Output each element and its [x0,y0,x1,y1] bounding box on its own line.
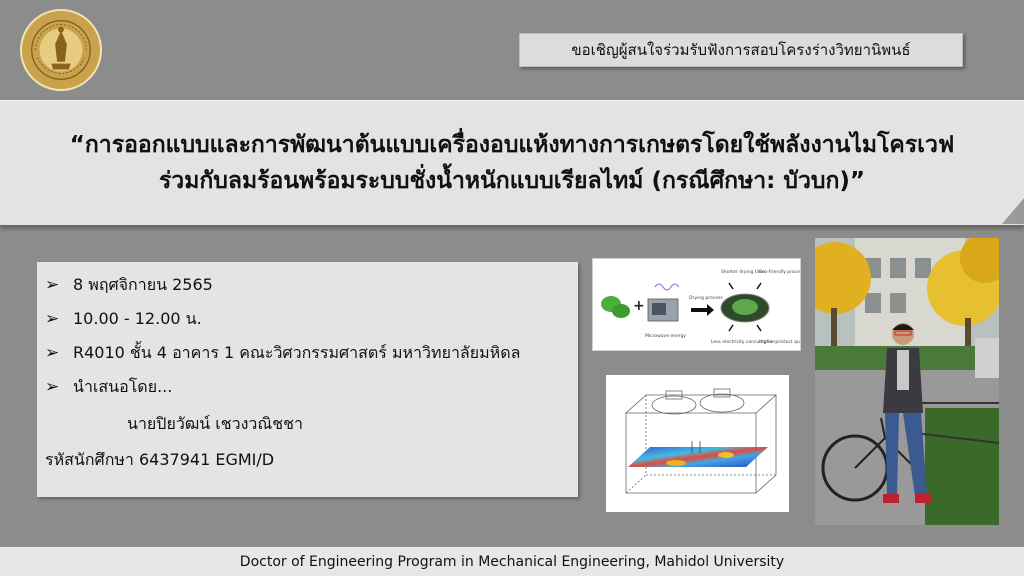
microwave-icon [648,284,679,321]
svg-text:+: + [633,298,645,314]
footer-program-name: Doctor of Engineering Program in Mechanical Engineering, Mahidol University [0,547,1024,576]
event-location: R4010 ชั้น 4 อาคาร 1 คณะวิศวกรรมศาสตร์ มหาวิทยาลัยมหิดล [73,342,521,362]
student-id: รหัสนักศึกษา 6437941 EGMI/D [45,449,275,469]
invitation-banner: ขอเชิญผู้สนใจร่วมรับฟังการสอบโครงร่างวิทยานิพนธ์ [519,33,963,67]
microwave-energy-label: Microwave energy [645,334,687,339]
less-electricity-label: Less electricity consumption [711,340,776,345]
mahidol-university-seal-icon [20,9,102,91]
arrowhead-bullet-icon: ➢ [45,275,60,295]
detail-location-row [45,336,578,370]
detail-presenter-row [45,370,578,404]
presenter-name-row [45,404,578,444]
leaf-icon [601,296,630,318]
oven-simulation-figure [606,375,789,512]
shorter-drying-time-label: Shorter drying time [721,270,766,275]
heat-map-surface [628,447,768,467]
event-details-panel [37,262,578,497]
event-date: 8 พฤศจิกายน 2565 [73,274,213,294]
eco-friendly-label: Eco-friendly proce [759,270,800,275]
detail-date-row [45,268,578,302]
presenter-name: นายปิยวัฒน์ เชวงวณิชชา [127,413,303,433]
detail-time-row [45,302,578,336]
thesis-title-line-1: “การออกแบบและการพัฒนาต้นแบบเครื่องอบแห้งทางการเกษตรโดยใช้พลังงานไมโครเวฟ [69,132,955,158]
arrowhead-bullet-icon: ➢ [45,343,60,363]
process-arrow-icon [691,304,714,316]
arrowhead-bullet-icon: ➢ [45,309,60,329]
event-time: 10.00 - 12.00 น. [73,308,202,328]
arrowhead-bullet-icon: ➢ [45,377,60,397]
microwave-drying-concept-figure [592,258,801,351]
dried-leaf-dish-icon [721,294,769,322]
presenter-photo [815,238,999,525]
drying-process-label: Drying process [689,296,723,301]
page-curl-decoration [1002,198,1024,224]
thesis-title-line-2: ร่วมกับลมร้อนพร้อมระบบชั่งน้ำหนักแบบเรียลไทม์ (กรณีศึกษา: บัวบก)” [158,168,866,194]
student-id-row [45,444,578,476]
presenter-label: นำเสนอโดย... [73,376,173,396]
higher-quality-label: Higher product qu [759,340,800,345]
thesis-title-panel [0,100,1024,225]
